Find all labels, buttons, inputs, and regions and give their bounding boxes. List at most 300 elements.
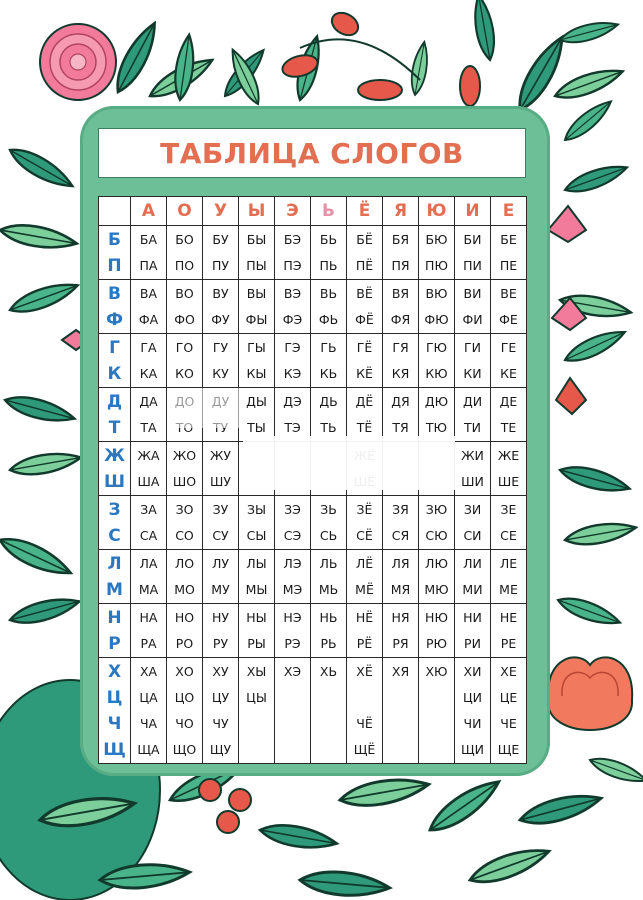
syllable: ТЮ <box>425 419 448 435</box>
syllable <box>383 737 418 763</box>
syllable: ТА <box>140 419 157 435</box>
syllable-cell <box>311 658 347 764</box>
flower-icon <box>40 24 116 100</box>
syllable: ПЕ <box>499 257 518 273</box>
syllable-cell <box>239 658 275 764</box>
syllable: ФЕ <box>499 311 518 327</box>
syllable-cell <box>383 658 419 764</box>
syllable-cell <box>383 496 419 550</box>
syllable-cell <box>167 226 203 280</box>
syllable-cell <box>239 550 275 604</box>
syllable: ГЮ <box>425 339 448 355</box>
syllable: ДЕ <box>499 393 518 409</box>
vowel-header-cell <box>239 197 275 226</box>
title-box <box>98 128 526 178</box>
syllable: ЩУ <box>209 741 232 757</box>
syllable-cell <box>347 496 383 550</box>
syllable: ЗЮ <box>425 501 448 517</box>
consonant-letter: М <box>106 580 123 600</box>
vowel-header: И <box>465 201 480 221</box>
syllable: ГУ <box>212 339 229 355</box>
syllable: БЮ <box>425 231 448 247</box>
syllable: ХИ <box>463 663 482 679</box>
consonant-cell <box>99 550 131 604</box>
syllable: ФУ <box>211 311 230 327</box>
syllable-cell <box>383 550 419 604</box>
syllable: ГА <box>140 339 157 355</box>
syllable: ХЯ <box>391 663 410 679</box>
syllable-cell <box>239 496 275 550</box>
consonant-cell <box>99 442 131 496</box>
syllable-cell <box>203 280 239 334</box>
syllable: РЁ <box>356 635 373 651</box>
syllable: ЩА <box>137 741 160 757</box>
syllable-cell <box>419 226 455 280</box>
syllable: ДЫ <box>246 393 267 409</box>
syllable-cell <box>455 658 491 764</box>
syllable: ЗЯ <box>392 501 409 517</box>
syllable: ПЮ <box>425 257 448 273</box>
syllable-cell <box>455 496 491 550</box>
syllable: ГЬ <box>320 339 337 355</box>
consonant-cell <box>99 280 131 334</box>
consonant-letter: Ш <box>103 472 125 492</box>
syllable-cell <box>455 388 491 442</box>
syllable: МИ <box>462 581 483 597</box>
syllable-cell <box>239 334 275 388</box>
syllable: ЗЕ <box>500 501 517 517</box>
syllable-cell <box>419 550 455 604</box>
consonant-letter: Ч <box>107 714 122 734</box>
syllable: МУ <box>211 581 230 597</box>
page-title: ТАБЛИЦА СЛОГОВ <box>160 136 464 170</box>
consonant-cell <box>99 496 131 550</box>
syllable: КЭ <box>283 365 302 381</box>
syllable-cell <box>203 604 239 658</box>
syllable-cell <box>131 388 167 442</box>
syllable: СЁ <box>356 527 373 543</box>
syllable: ГИ <box>464 339 481 355</box>
syllable-cell <box>275 658 311 764</box>
syllable-cell <box>275 280 311 334</box>
syllable: МЁ <box>355 581 374 597</box>
syllable: НИ <box>463 609 482 625</box>
syllable-cell <box>491 280 527 334</box>
syllable-cell <box>167 496 203 550</box>
syllable: СЬ <box>319 527 338 543</box>
syllable: МО <box>174 581 195 597</box>
vowel-header-cell <box>167 197 203 226</box>
syllable-cell <box>491 226 527 280</box>
consonant-letter: Н <box>107 608 122 628</box>
syllable: ЛЕ <box>499 555 518 571</box>
syllable: КЫ <box>246 365 267 381</box>
syllable: БЯ <box>391 231 410 247</box>
syllable: ФЫ <box>245 311 268 327</box>
syllable-cell <box>275 388 311 442</box>
syllable: ЛЯ <box>391 555 410 571</box>
syllable: ЧО <box>175 715 194 731</box>
syllable: ЧЕ <box>500 715 517 731</box>
syllable: КЯ <box>391 365 410 381</box>
syllable-cell <box>167 604 203 658</box>
syllable <box>419 711 454 737</box>
syllable: ФЮ <box>424 311 449 327</box>
syllable: ДЮ <box>424 393 449 409</box>
syllable: СИ <box>463 527 482 543</box>
syllable: ПО <box>174 257 195 273</box>
syllable: МЕ <box>499 581 518 597</box>
syllable: ГЭ <box>284 339 301 355</box>
syllable-cell <box>419 280 455 334</box>
vowel-header: Я <box>393 201 408 221</box>
syllable-cell <box>311 388 347 442</box>
syllable: НЫ <box>246 609 267 625</box>
syllable: ТИ <box>464 419 481 435</box>
vowel-header: Ю <box>426 201 447 221</box>
syllable-cell <box>275 226 311 280</box>
syllable-cell <box>491 658 527 764</box>
syllable: ЖЕ <box>497 447 520 463</box>
syllable: БЫ <box>246 231 267 247</box>
syllable: ХЁ <box>356 663 373 679</box>
vowel-header-cell <box>275 197 311 226</box>
syllable-cell <box>455 442 491 496</box>
syllable: КО <box>175 365 194 381</box>
syllable-cell <box>347 658 383 764</box>
syllable: ТЬ <box>320 419 337 435</box>
syllable: ЗЭ <box>284 501 301 517</box>
syllable: КЁ <box>356 365 373 381</box>
syllable-cell <box>419 388 455 442</box>
syllable-cell <box>131 550 167 604</box>
syllable: ВЮ <box>425 285 448 301</box>
syllable-cell <box>131 658 167 764</box>
syllable: ШЕ <box>497 473 520 489</box>
syllable: НА <box>139 609 158 625</box>
consonant-letter: С <box>108 526 121 546</box>
syllable: РЭ <box>284 635 301 651</box>
consonant-group-row <box>99 550 527 604</box>
syllable-cell <box>419 604 455 658</box>
rosehip-icon <box>280 8 480 106</box>
syllable: ЦУ <box>211 689 230 705</box>
syllable: БЬ <box>319 231 338 247</box>
syllable-cell <box>203 550 239 604</box>
syllable: НУ <box>211 609 230 625</box>
syllable-cell <box>419 334 455 388</box>
syllable: ЗИ <box>463 501 482 517</box>
consonant-letter: В <box>108 284 121 304</box>
syllable: МЬ <box>318 581 339 597</box>
syllable-cell <box>131 334 167 388</box>
syllable: СЫ <box>246 527 267 543</box>
consonant-cell <box>99 604 131 658</box>
vowel-header-row <box>99 197 527 226</box>
syllable-cell <box>239 604 275 658</box>
syllable: НЯ <box>391 609 410 625</box>
syllable: ЛЁ <box>355 555 374 571</box>
syllable: МЭ <box>282 581 303 597</box>
syllable: ВЫ <box>246 285 267 301</box>
consonant-letter: Б <box>108 230 121 250</box>
syllable <box>347 685 382 711</box>
syllable: РЬ <box>320 635 337 651</box>
syllable: ЧА <box>139 715 158 731</box>
syllable-cell <box>275 334 311 388</box>
syllable: ФЬ <box>318 311 339 327</box>
consonant-letter: Ж <box>104 446 125 466</box>
syllable: СЮ <box>425 527 448 543</box>
syllable: ДА <box>139 393 158 409</box>
consonant-letter: П <box>107 256 122 276</box>
syllable: БО <box>175 231 194 247</box>
syllable-cell <box>167 280 203 334</box>
syllable-cell <box>347 334 383 388</box>
syllable: ЛЮ <box>425 555 448 571</box>
syllable: ЛИ <box>463 555 482 571</box>
syllable: ЧЁ <box>356 715 373 731</box>
syllable: ВЯ <box>391 285 410 301</box>
syllable-cell <box>275 496 311 550</box>
syllable: ЦА <box>139 689 158 705</box>
syllable: СО <box>175 527 194 543</box>
syllable: ТЭ <box>284 419 301 435</box>
syllable: ХО <box>175 663 194 679</box>
syllable: ЩЕ <box>497 741 520 757</box>
syllable-cell <box>167 550 203 604</box>
syllable-cell <box>239 388 275 442</box>
syllable-cell <box>347 280 383 334</box>
syllable: ДИ <box>462 393 483 409</box>
consonant-group-row <box>99 496 527 550</box>
syllable-cell <box>131 226 167 280</box>
syllable: ЗО <box>175 501 194 517</box>
syllable: СА <box>139 527 158 543</box>
syllable-cell <box>311 550 347 604</box>
watermark-patch <box>243 436 455 490</box>
syllable-cell <box>311 280 347 334</box>
syllable: ЦО <box>174 689 195 705</box>
syllable: ДЬ <box>319 393 338 409</box>
syllable: ГЕ <box>500 339 517 355</box>
syllable-cell <box>383 334 419 388</box>
syllable: КА <box>139 365 158 381</box>
vowel-header-cell <box>491 197 527 226</box>
syllable: СЕ <box>500 527 517 543</box>
syllable: КИ <box>463 365 482 381</box>
syllable: ХЬ <box>319 663 338 679</box>
syllable: ЗЬ <box>320 501 337 517</box>
syllable-cell <box>347 226 383 280</box>
syllable-cell <box>491 334 527 388</box>
syllable <box>419 685 454 711</box>
syllable: БА <box>139 231 158 247</box>
consonant-letter: Щ <box>103 740 126 760</box>
consonant-letter: Р <box>108 634 121 654</box>
syllable: ЛЫ <box>246 555 267 571</box>
syllable: МЮ <box>424 581 449 597</box>
syllable: РУ <box>212 635 229 651</box>
syllable <box>275 737 310 763</box>
syllable: ЦЕ <box>499 689 518 705</box>
syllable: ЖА <box>137 447 160 463</box>
syllable: ТЯ <box>392 419 409 435</box>
consonant-letter: Ф <box>106 310 123 330</box>
syllable: ВИ <box>463 285 482 301</box>
syllable-cell <box>347 388 383 442</box>
syllable: ГЯ <box>392 339 409 355</box>
syllable: ПЁ <box>355 257 374 273</box>
syllable: ТЕ <box>500 419 517 435</box>
syllable-cell <box>311 334 347 388</box>
syllable: ГЁ <box>356 339 373 355</box>
vowel-header-cell <box>203 197 239 226</box>
syllable: ГЫ <box>247 339 266 355</box>
syllable: БЕ <box>500 231 517 247</box>
consonant-letter: Х <box>107 662 122 682</box>
syllable: СЯ <box>391 527 410 543</box>
syllable: ВА <box>139 285 158 301</box>
syllable: ДЁ <box>355 393 374 409</box>
syllable-cell <box>131 604 167 658</box>
syllable: ХУ <box>212 663 229 679</box>
syllable: НЮ <box>425 609 448 625</box>
syllable-cell <box>455 226 491 280</box>
syllable: РА <box>140 635 157 651</box>
syllable: НЁ <box>355 609 374 625</box>
syllable: СЭ <box>283 527 302 543</box>
syllable: ФА <box>138 311 159 327</box>
vowel-header-cell <box>131 197 167 226</box>
syllable <box>239 737 274 763</box>
syllable-cell <box>347 550 383 604</box>
syllable-cell <box>383 226 419 280</box>
syllable <box>311 737 346 763</box>
syllable: ЧУ <box>212 715 229 731</box>
syllable: ЦИ <box>462 689 483 705</box>
syllable-cell <box>491 604 527 658</box>
syllable: ДЯ <box>391 393 410 409</box>
syllable: ЗЁ <box>356 501 373 517</box>
syllable: НЕ <box>499 609 518 625</box>
vowel-header: Ы <box>247 201 266 221</box>
syllable-cell <box>383 388 419 442</box>
syllable: КУ <box>212 365 229 381</box>
consonant-letter: Т <box>108 418 121 438</box>
syllable-cell <box>491 388 527 442</box>
syllable: РЫ <box>247 635 266 651</box>
syllable-cell <box>131 280 167 334</box>
syllable: ХЫ <box>246 663 267 679</box>
syllable-cell <box>491 442 527 496</box>
vowel-header-cell <box>347 197 383 226</box>
vowel-header: Е <box>502 201 515 221</box>
syllable: ЗА <box>140 501 157 517</box>
syllable: КЬ <box>319 365 338 381</box>
syllable: ЦЫ <box>246 689 267 705</box>
syllable: НЭ <box>283 609 302 625</box>
syllable <box>419 737 454 763</box>
consonant-letter: З <box>108 500 121 520</box>
syllable: ВЭ <box>283 285 302 301</box>
syllable-cell <box>239 226 275 280</box>
syllable <box>275 685 310 711</box>
syllable: ФЯ <box>390 311 411 327</box>
watermark-patch <box>172 388 242 428</box>
syllable-cell <box>311 604 347 658</box>
berry-icon <box>199 779 251 833</box>
syllable: ВЬ <box>319 285 338 301</box>
syllable: ПЭ <box>283 257 302 273</box>
syllable: ЩИ <box>460 741 485 757</box>
syllable-cell <box>131 442 167 496</box>
syllable: МА <box>138 581 159 597</box>
syllable-cell <box>275 550 311 604</box>
syllable-cell <box>311 226 347 280</box>
syllable: ГО <box>175 339 194 355</box>
syllable: ПЬ <box>319 257 338 273</box>
syllable: ЖУ <box>209 447 232 463</box>
syllable: ДЭ <box>283 393 302 409</box>
syllable: НЬ <box>319 609 338 625</box>
syllable: ЖИ <box>461 447 484 463</box>
syllable: ЛЬ <box>319 555 338 571</box>
consonant-letter: Д <box>106 392 123 412</box>
syllable: БИ <box>463 231 482 247</box>
syllable: ЖО <box>172 447 197 463</box>
consonant-group-row <box>99 226 527 280</box>
consonant-letter: Г <box>109 338 120 358</box>
syllable: ФЁ <box>355 311 374 327</box>
syllable-cell <box>131 496 167 550</box>
syllable: ЛЭ <box>283 555 302 571</box>
syllable <box>383 711 418 737</box>
syllable-cell <box>419 658 455 764</box>
syllable-cell <box>275 604 311 658</box>
syllable-cell <box>311 496 347 550</box>
syllable: ПУ <box>211 257 230 273</box>
consonant-group-row <box>99 604 527 658</box>
syllable: ША <box>137 473 160 489</box>
syllable: ХЭ <box>283 663 302 679</box>
syllable-cell <box>203 658 239 764</box>
syllable: МЫ <box>245 581 268 597</box>
syllable: ЧИ <box>463 715 482 731</box>
syllable-cell <box>419 496 455 550</box>
syllable-cell <box>455 334 491 388</box>
syllable: ВЁ <box>356 285 373 301</box>
syllable: РО <box>175 635 194 651</box>
vowel-header: У <box>213 201 228 221</box>
syllable: ШО <box>172 473 197 489</box>
syllable: ХЕ <box>500 663 517 679</box>
syllable-cell <box>383 280 419 334</box>
syllable-cell <box>491 550 527 604</box>
syllable: ВЕ <box>500 285 517 301</box>
vowel-header: Э <box>286 201 299 221</box>
syllable: ПЫ <box>246 257 267 273</box>
syllable <box>275 711 310 737</box>
syllable <box>311 711 346 737</box>
syllable-cell <box>203 226 239 280</box>
flower-icon <box>548 657 632 730</box>
syllable: ПЯ <box>391 257 410 273</box>
syllable: РЯ <box>392 635 409 651</box>
vowel-header: О <box>177 201 192 221</box>
syllable-cell <box>455 604 491 658</box>
syllable-cell <box>455 280 491 334</box>
